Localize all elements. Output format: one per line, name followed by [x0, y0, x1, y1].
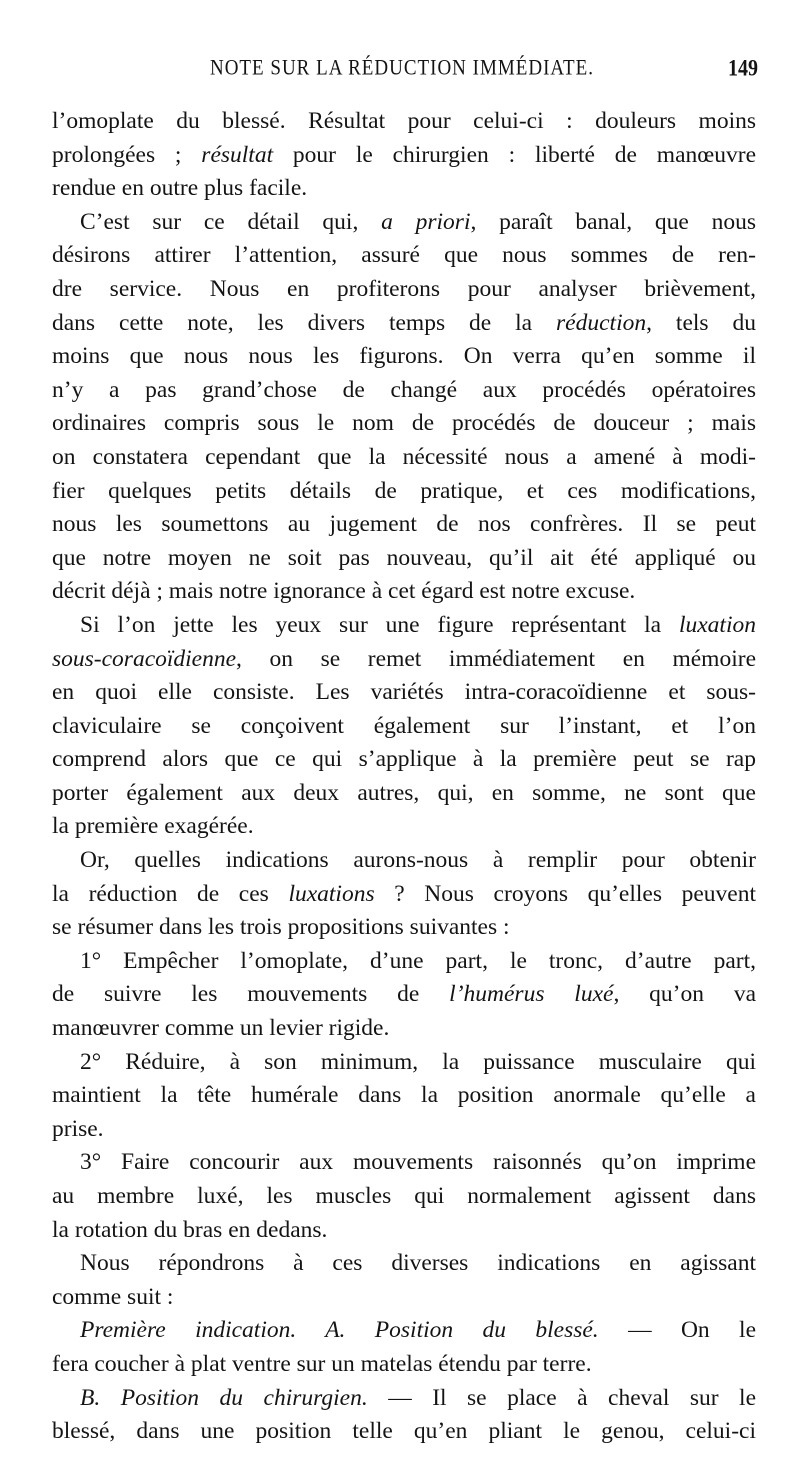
text-line [52, 844, 756, 878]
text-segment: blessé, dans une position telle qu’en pliant le genou, celui-ci [52, 1418, 756, 1445]
text-segment: 3° Faire concourir aux mouvements raisonnés qu’on imprime [80, 1149, 756, 1176]
text-segment: rendue en outre plus facile. [52, 175, 308, 202]
italic-text: luxations [288, 880, 375, 907]
text-segment: en quoi elle consiste. Les variétés intra-coracoïdienne et sous- [52, 679, 756, 706]
text-line [52, 945, 756, 979]
text-segment: maintient la tête humérale dans la position anormale qu’elle a [52, 1082, 756, 1109]
italic-text: Première indication. A. Position du blessé. [80, 1317, 599, 1344]
text-line [52, 1382, 756, 1416]
text-line [52, 340, 756, 374]
text-line [52, 676, 756, 710]
text-segment: la rotation du bras en dedans. [52, 1216, 328, 1243]
text-segment: ? Nous croyons qu’elles peuvent [374, 880, 756, 907]
text-line [52, 407, 756, 441]
text-line [52, 710, 756, 744]
text-segment: porter également aux deux autres, qui, en somme, ne sont que [52, 779, 756, 806]
text-line [52, 777, 756, 811]
italic-text: l’humérus luxé [449, 981, 614, 1008]
text-segment: , on se remet immédiatement en mémoire [236, 645, 756, 672]
text-line [52, 307, 756, 341]
text-segment: , paraît banal, que nous [470, 208, 756, 235]
text-segment: fier quelques petits détails de pratique, et ces modifications, [52, 477, 756, 504]
italic-text: réduction [556, 309, 647, 336]
text-line [52, 273, 756, 307]
text-segment: n’y a pas grand’chose de changé aux procédés opératoires [52, 376, 756, 403]
text-line [52, 1113, 756, 1147]
text-line [52, 508, 756, 542]
text-line [52, 441, 756, 475]
text-line [52, 575, 756, 609]
text-line [52, 139, 756, 173]
text-line [52, 1214, 756, 1248]
text-line [52, 978, 756, 1012]
text-line [52, 1180, 756, 1214]
text-segment: , tels du [646, 309, 756, 336]
text-line [52, 172, 756, 206]
text-segment: claviculaire se conçoivent également sur l’instant, et l’on [52, 712, 756, 739]
text-line [52, 206, 756, 240]
text-segment: prise. [52, 1115, 104, 1142]
text-segment: au membre luxé, les muscles qui normalement agissent dans [52, 1183, 756, 1209]
page-header [46, 56, 758, 86]
text-line [52, 911, 756, 945]
text-line [52, 810, 756, 844]
text-line [52, 1247, 756, 1281]
text-segment: que notre moyen ne soit pas nouveau, qu’il ait été appliqué ou [52, 544, 756, 571]
body-text [52, 105, 756, 1449]
text-segment: prolongées ; [52, 141, 202, 168]
page-number: 149 [728, 56, 758, 82]
text-line [52, 743, 756, 777]
text-segment: désirons attirer l’attention, assuré que nous sommes de ren- [52, 242, 756, 269]
text-line [52, 1012, 756, 1046]
text-segment: C’est sur ce détail qui, [80, 208, 382, 235]
text-line [52, 475, 756, 509]
text-segment: comme suit : [52, 1283, 174, 1310]
text-line [52, 1415, 756, 1449]
text-line [52, 105, 756, 139]
text-segment: de suivre les mouvements de [52, 981, 450, 1008]
text-segment: fera coucher à plat ventre sur un matelas étendu par terre. [52, 1350, 592, 1377]
text-segment: , qu’on va [613, 981, 756, 1008]
text-segment: — On le [598, 1317, 756, 1344]
text-segment: pour le chirurgien : liberté de manœuvre [273, 141, 756, 168]
text-segment: comprend alors que ce qui s’applique à la première peut se rap [52, 746, 756, 773]
text-line [52, 239, 756, 273]
text-line [52, 1348, 756, 1382]
text-segment: moins que nous nous les figurons. On verra qu’en somme il [52, 343, 756, 370]
text-line [52, 609, 756, 643]
text-line [52, 1314, 756, 1348]
running-title: NOTE SUR LA RÉDUCTION IMMÉDIATE. [209, 56, 594, 81]
text-segment: décrit déjà ; mais notre ignorance à cet égard est notre excuse. [52, 578, 636, 605]
text-line [52, 1146, 756, 1180]
text-segment: manœuvrer comme un levier rigide. [52, 1015, 390, 1042]
italic-text: résultat [201, 141, 274, 168]
text-segment: Or, quelles indications aurons-nous à remplir pour obtenir [80, 847, 756, 874]
italic-text: a priori [381, 208, 471, 235]
text-line [52, 643, 756, 677]
text-line [52, 878, 756, 912]
text-line [52, 1079, 756, 1113]
text-segment: on constatera cependant que la nécessité nous a amené à modi- [52, 443, 756, 470]
text-segment: nous les soumettons au jugement de nos confrères. Il se peut [52, 511, 756, 538]
text-segment: dans cette note, les divers temps de la [52, 309, 557, 336]
italic-text: B. Position du chirurgien. [80, 1384, 368, 1411]
text-segment: 2° Réduire, à son minimum, la puissance musculaire qui [80, 1048, 756, 1075]
text-segment: se résumer dans les trois propositions suivantes : [52, 914, 510, 941]
text-line [52, 542, 756, 576]
text-segment: 1° Empêcher l’omoplate, d’une part, le tronc, d’autre part, [80, 947, 756, 974]
text-segment: la première exagérée. [52, 813, 254, 840]
text-segment: l’omoplate du blessé. Résultat pour celui-ci : douleurs moins [52, 108, 756, 134]
text-segment: dre service. Nous en profiterons pour analyser brièvement, [52, 275, 756, 302]
text-segment: Si l’on jette les yeux sur une figure représentant la [80, 611, 679, 638]
text-segment: — Il se place à cheval sur le [367, 1384, 756, 1411]
text-segment: Nous répondrons à ces diverses indications en agissant [80, 1250, 756, 1277]
text-line [52, 1281, 756, 1315]
text-line [52, 1046, 756, 1080]
text-segment: la réduction de ces [52, 880, 289, 907]
italic-text: luxation [678, 611, 756, 638]
text-line [52, 374, 756, 408]
italic-text: sous-coracoïdienne [52, 645, 237, 672]
text-segment: ordinaires compris sous le nom de procédés de douceur ; mais [52, 410, 756, 437]
